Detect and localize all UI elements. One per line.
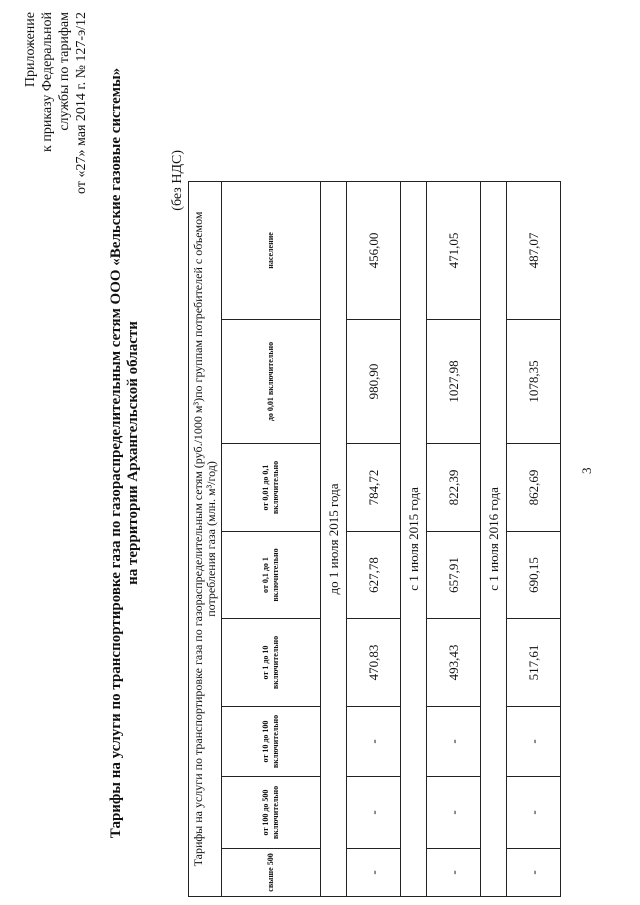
column-header: от 0,01 до 0,1 включительно (222, 444, 321, 532)
vat-note: (без НДС) (170, 150, 185, 211)
tariff-cell: 471,05 (427, 181, 481, 319)
appendix-block (22, 12, 90, 372)
tariff-cell: - (347, 849, 401, 897)
appendix-line: службы по тарифам (57, 12, 72, 131)
period-row (321, 181, 347, 896)
appendix-line: к приказу Федеральной (40, 12, 55, 152)
tariff-cell: 690,15 (507, 532, 561, 619)
tariff-cell: 517,61 (507, 619, 561, 707)
tariff-cell: 493,43 (427, 619, 481, 707)
period-label: с 1 июля 2015 года (401, 181, 427, 896)
column-header: население (222, 181, 321, 319)
tariff-cell: 627,78 (347, 532, 401, 619)
column-header: от 10 до 100 включительно (222, 707, 321, 777)
column-header: свыше 500 (222, 849, 321, 897)
page-number: 3 (579, 467, 594, 474)
tariff-cell: - (507, 777, 561, 849)
table-row (347, 181, 401, 896)
tariff-cell: - (507, 849, 561, 897)
title-line-2: на территории Архангельской области (125, 321, 141, 585)
tariff-cell: 822,39 (427, 444, 481, 532)
tariff-cell: 657,91 (427, 532, 481, 619)
title-line-1: Тарифы на услуги по транспортировке газа по газораспределительным сетям ООО «Вельские газовые системы» (108, 67, 124, 839)
period-row (481, 181, 507, 896)
table-row (507, 181, 561, 896)
tariff-cell: 1027,98 (427, 320, 481, 444)
tariff-cell: 980,90 (347, 320, 401, 444)
tariff-cell: 784,72 (347, 444, 401, 532)
tariff-cell: - (427, 777, 481, 849)
tariff-cell: 1078,35 (507, 320, 561, 444)
period-row (401, 181, 427, 896)
column-header: до 0,01 включительно (222, 320, 321, 444)
column-header: от 100 до 500 включительно (222, 777, 321, 849)
column-header: от 0,1 до 1 включительно (222, 532, 321, 619)
table-header-row (189, 181, 222, 896)
column-header-row (222, 181, 321, 896)
column-header: от 1 до 10 включительно (222, 619, 321, 707)
tariff-cell: - (507, 707, 561, 777)
tariff-cell: 487,07 (507, 181, 561, 319)
appendix-line: от «27» мая 2014 г. № 127-э/12 (74, 12, 89, 194)
appendix-line: Приложение (23, 12, 38, 88)
tariff-cell: - (347, 777, 401, 849)
tariff-cell: - (427, 707, 481, 777)
document-title (108, 13, 142, 893)
period-label: с 1 июля 2016 года (481, 181, 507, 896)
period-label: до 1 июля 2015 года (321, 181, 347, 896)
tariff-cell: - (347, 707, 401, 777)
table-row (427, 181, 481, 896)
tariff-cell: - (427, 849, 481, 897)
tariff-table (188, 181, 561, 897)
tariff-cell: 862,69 (507, 444, 561, 532)
tariff-cell: 456,00 (347, 181, 401, 319)
table-header: Тарифы на услуги по транспортировке газа по газораспределительным сетям (руб./1000 м³)по группам потребителей с объемом потребления газа (млн. м³/год) (189, 181, 222, 896)
tariff-cell: 470,83 (347, 619, 401, 707)
